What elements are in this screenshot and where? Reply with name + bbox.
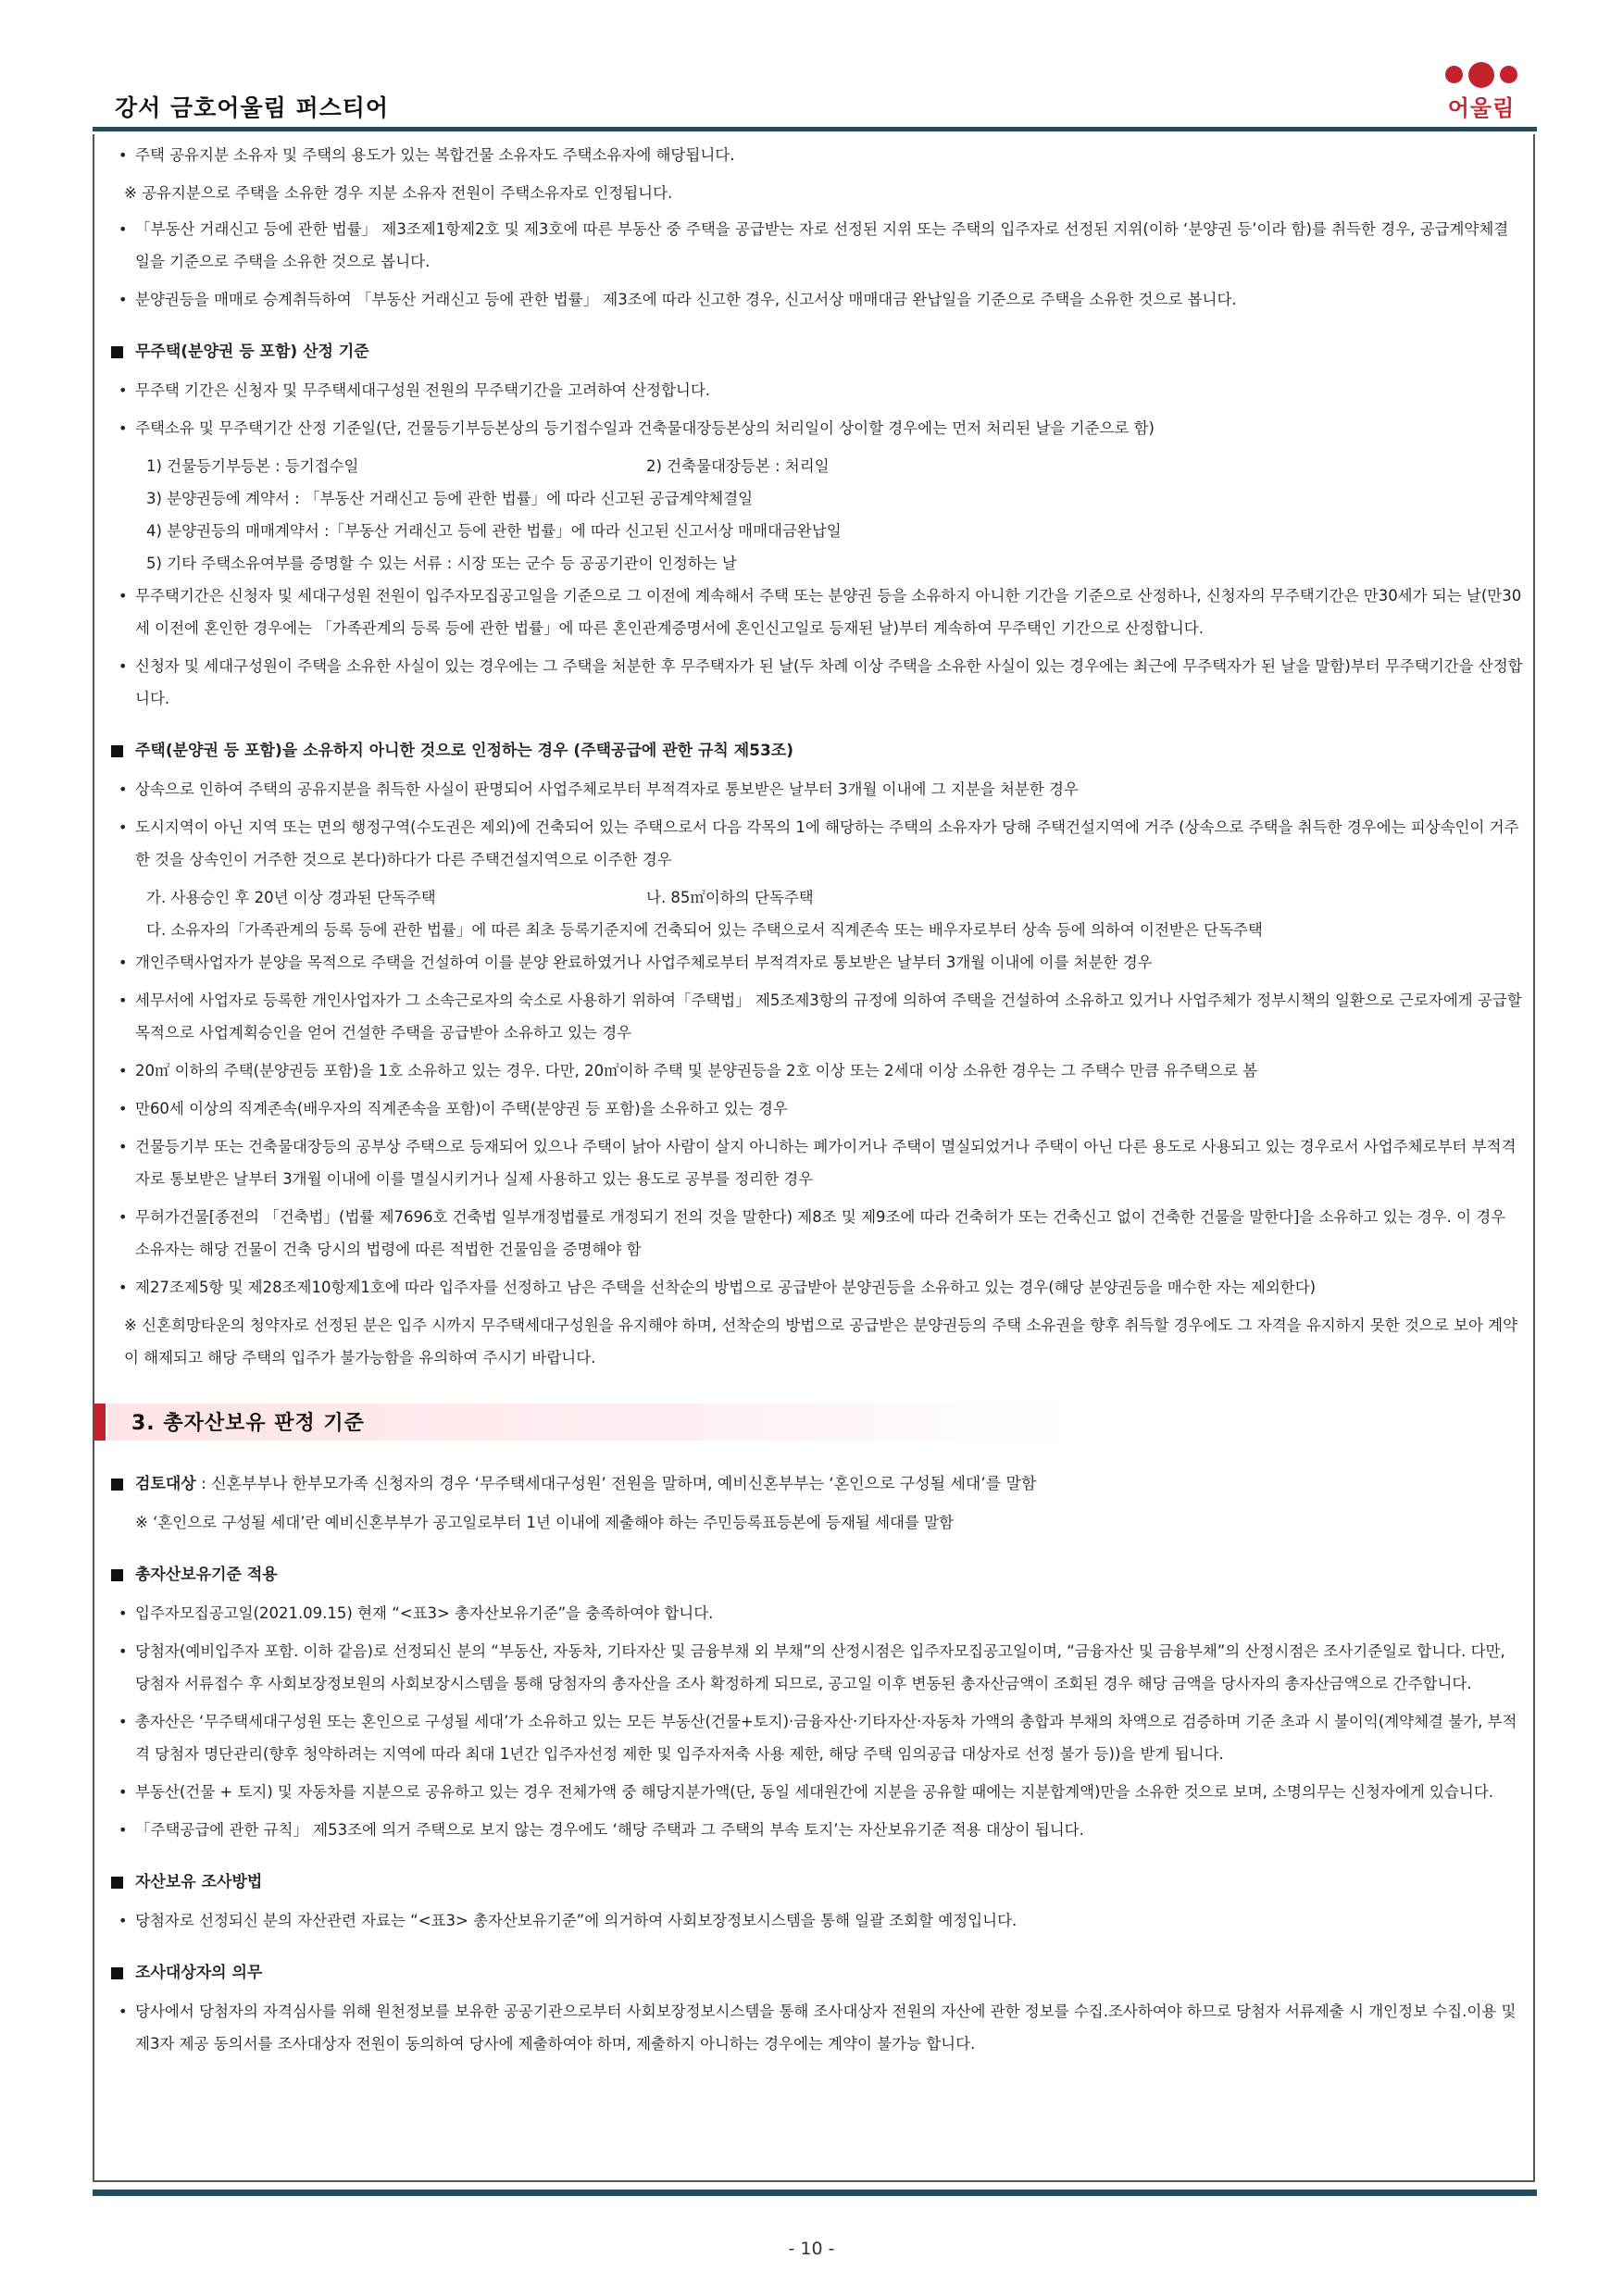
list-item: • 주택 공유지분 소유자 및 주택의 용도가 있는 복합건물 소유자도 주택소유자에 해당됩니다.: [111, 139, 1523, 171]
major-section-heading: [94, 1404, 1523, 1448]
note-text: ※ 공유지분으로 주택을 소유한 경우 지분 소유자 전원이 주택소유자로 인정됩니다.: [124, 184, 673, 202]
list-item: • 개인주택사업자가 분양을 목적으로 주택을 건설하여 이를 분양 완료하였거나 사업주체로부터 부적격자로 통보받은 날부터 3개월 이내에 이를 처분한 경우: [111, 946, 1523, 979]
list-item: • 20㎡ 이하의 주택(분양권등 포함)을 1호 소유하고 있는 경우. 다만, 20㎡이하 주택 및 분양권등을 2호 이상 또는 2세대 이상 소유한 경우는 그 주택수 만큼 유주택으로 봄: [111, 1054, 1523, 1087]
section-heading-no-house: 무주택(분양권 등 포함) 산정 기준: [111, 336, 1523, 368]
list-item: • 무허가건물[종전의 「건축법」(법률 제7696호 건축법 일부개정법률로 개정되기 전의 것을 말한다) 제8조 및 제9조에 따라 건축허가 또는 건축신고 없이 건축한 건물을 말한다]을 소유하고 있는 경우. 이 경우 소유자는 해당 건물이 건축 당시의 법령에 따른 적법한 건물임을 증명해야 함: [111, 1201, 1523, 1266]
header-divider: [93, 127, 1537, 131]
square-bullet-icon: [111, 1569, 123, 1581]
page-header: [93, 51, 1537, 134]
list-item: • 세무서에 사업자로 등록한 개인사업자가 그 소속근로자의 숙소로 사용하기 위하여「주택법」 제5조제3항의 규정에 의하여 주택을 건설하여 소유하고 있거나 사업주체가 정부시책의 일환으로 근로자에게 공급할 목적으로 사업계획승인을 얻어 건설한 주택을 공급받아 소유하고 있는 경우: [111, 984, 1523, 1049]
square-bullet-icon: [111, 346, 123, 358]
page-number: - 10 -: [788, 2239, 835, 2259]
section-heading-survey: 자산보유 조사방법: [111, 1866, 1523, 1899]
section-heading-target: 검토대상 : 신혼부부나 한부모가족 신청자의 경우 ‘무주택세대구성원’ 전원을 말하며, 예비신혼부부는 ‘혼인으로 구성될 세대’를 말함: [111, 1468, 1523, 1501]
list-item: • 당첨자로 선정되신 분의 자산관련 자료는 “<표3> 총자산보유기준”에 의거하여 사회보장정보시스템을 통해 일괄 조회할 예정입니다.: [111, 1904, 1523, 1937]
list-item: • 입주자모집공고일(2021.09.15) 현재 “<표3> 총자산보유기준”을 충족하여야 합니다.: [111, 1597, 1523, 1629]
document-title: 강서 금호어울림 퍼스티어: [115, 94, 390, 121]
square-bullet-icon: [111, 745, 123, 757]
list-item: • 부동산(건물 + 토지) 및 자동차를 지분으로 공유하고 있는 경우 전체가액 중 해당지분가액(단, 동일 세대원간에 지분을 공유할 때에는 지분합계액)만을 소유한 것으로 보며, 소명의무는 신청자에게 있습니다.: [111, 1776, 1523, 1808]
square-bullet-icon: [111, 1967, 123, 1979]
square-bullet-icon: [111, 1877, 123, 1889]
list-item: • 당첨자(예비입주자 포함. 이하 같음)로 선정되신 분의 “부동산, 자동차, 기타자산 및 금융부채 외 부채”의 산정시점은 입주자모집공고일이며, “금융자산 및 금융부채”의 산정시점은 조사기준일로 합니다. 다만, 당첨자 서류접수 후 사회보장정보원의 사회보장시스템을 통해 당첨자의 총자산을 조사 확정하게 되므로, 공고일 이후 변동된 총자산금액이 조회된 경우 해당 금액을 당사자의 총자산금액으로 간주합니다.: [111, 1635, 1523, 1700]
list-item: • 신청자 및 세대구성원이 주택을 소유한 사실이 있는 경우에는 그 주택을 처분한 후 무주택자가 된 날(두 차례 이상 주택을 소유한 사실이 있는 경우에는 최근에 무주택자가 된 날을 말함)부터 무주택기간을 산정합니다.: [111, 650, 1523, 715]
footer-divider: [93, 2190, 1537, 2196]
brand-logo: [1426, 66, 1537, 127]
list-item: • 건물등기부 또는 건축물대장등의 공부상 주택으로 등재되어 있으나 주택이 낡아 사람이 살지 아니하는 폐가이거나 주택이 멸실되었거나 주택이 아닌 다른 용도로 사용되고 있는 경우로서 사업주체로부터 부적격자로 통보받은 날부터 3개월 이내에 이를 멸실시키거나 실제 사용하고 있는 용도로 공부를 정리한 경우: [111, 1130, 1523, 1195]
section-accent-bar: [94, 1404, 106, 1441]
sub-item-row: 가. 사용승인 후 20년 이상 경과된 단독주택 나. 85㎡이하의 단독주택: [146, 889, 814, 906]
sub-item: 3) 분양권등에 계약서 : 「부동산 거래신고 등에 관한 법률」에 따라 신고된 공급계약체결일: [146, 490, 754, 507]
list-item: • 「주택공급에 관한 규칙」 제53조에 의거 주택으로 보지 않는 경우에도 ‘해당 주택과 그 주택의 부속 토지’는 자산보유기준 적용 대상이 됩니다.: [111, 1814, 1523, 1846]
section-heading-duty: 조사대상자의 의무: [111, 1957, 1523, 1990]
list-item: • 제27조제5항 및 제28조제10항제1호에 따라 입주자를 선정하고 남은 주택을 선착순의 방법으로 공급받아 분양권등을 소유하고 있는 경우(해당 분양권등을 매수한 자는 제외한다): [111, 1271, 1523, 1304]
logo-dots-icon: [1426, 66, 1537, 88]
list-item: • 만60세 이상의 직계존속(배우자의 직계존속을 포함)이 주택(분양권 등 포함)을 소유하고 있는 경우: [111, 1092, 1523, 1125]
list-item: • 주택소유 및 무주택기간 산정 기준일(단, 건물등기부등본상의 등기접수일과 건축물대장등본상의 처리일이 상이할 경우에는 먼저 처리된 날을 기준으로 함): [111, 412, 1523, 444]
sub-item-row: 1) 건물등기부등본 : 등기접수일 2) 건축물대장등본 : 처리일: [146, 457, 830, 475]
logo-text: 어울림: [1447, 95, 1516, 121]
list-item: • 총자산은 ‘무주택세대구성원 또는 혼인으로 구성될 세대’가 소유하고 있는 모든 부동산(건물+토지)·금융자산·기타자산·자동차 가액의 총합과 부채의 차액으로 검증하며 기준 초과 시 불이익(계약체결 불가, 부적격 당첨자 명단관리(향후 청약하려는 지역에 따라 최대 1년간 입주자선정 제한 및 입주자저축 사용 제한, 해당 주택 임의공급 대상자로 선정 불가 등))을 받게 됩니다.: [111, 1705, 1523, 1770]
document-body: [111, 139, 1523, 2065]
note-text: ※ 신혼희망타운의 청약자로 선정된 분은 입주 시까지 무주택세대구성원을 유지해야 하며, 선착순의 방법으로 공급받은 분양권등의 주택 소유권을 향후 취득할 경우에도 그 자격을 유지하지 못한 것으로 보아 계약이 해제되고 해당 주택의 입주가 불가능함을 유의하여 주시기 바랍니다.: [124, 1316, 1518, 1366]
list-item: • 도시지역이 아닌 지역 또는 면의 행정구역(수도권은 제외)에 건축되어 있는 주택으로서 다음 각목의 1에 해당하는 주택의 소유자가 당해 주택건설지역에 거주 (상속으로 주택을 취득한 경우에는 피상속인이 거주한 것을 상속인이 거주한 것으로 본다)하다가 다른 주택건설지역으로 이주한 경우: [111, 811, 1523, 876]
sub-item: 4) 분양권등의 매매계약서 :「부동산 거래신고 등에 관한 법률」에 따라 신고된 신고서상 매매대금완납일: [146, 522, 842, 540]
section-heading-criteria: 총자산보유기준 적용: [111, 1559, 1523, 1591]
sub-item: 다. 소유자의「가족관계의 등록 등에 관한 법률」에 따른 최초 등록기준지에 건축되어 있는 주택으로서 직계존속 또는 배우자로부터 상속 등에 의하여 이전받은 단독주택: [146, 921, 1263, 939]
list-item: • 무주택기간은 신청자 및 세대구성원 전원이 입주자모집공고일을 기준으로 그 이전에 계속해서 주택 또는 분양권 등을 소유하지 아니한 기간을 기준으로 산정하나, 신청자의 무주택기간은 만30세가 되는 날(만30세 이전에 혼인한 경우에는 「가족관계의 등록 등에 관한 법률」에 따른 혼인관계증명서에 혼인신고일로 등재된 날)부터 계속하여 무주택인 기간으로 산정합니다.: [111, 580, 1523, 644]
section-heading-exemption: 주택(분양권 등 포함)을 소유하지 아니한 것으로 인정하는 경우 (주택공급에 관한 규칙 제53조): [111, 735, 1523, 767]
list-item: • 「부동산 거래신고 등에 관한 법률」 제3조제1항제2호 및 제3호에 따른 부동산 중 주택을 공급받는 자로 선정된 지위 또는 주택의 입주자로 선정된 지위(이하 ‘분양권 등’이라 함)를 취득한 경우, 공급계약체결일을 기준으로 주택을 소유한 것으로 봅니다.: [111, 213, 1523, 278]
note-text: ※ ‘혼인으로 구성될 세대’란 예비신혼부부가 공고일로부터 1년 이내에 제출해야 하는 주민등록표등본에 등재될 세대를 말함: [135, 1514, 955, 1531]
list-item: • 분양권등을 매매로 승계취득하여 「부동산 거래신고 등에 관한 법률」 제3조에 따라 신고한 경우, 신고서상 매매대금 완납일을 기준으로 주택을 소유한 것으로 봅니다.: [111, 283, 1523, 316]
square-bullet-icon: [111, 1479, 123, 1491]
list-item: • 당사에서 당첨자의 자격심사를 위해 원천정보를 보유한 공공기관으로부터 사회보장정보시스템을 통해 조사대상자 전원의 자산에 관한 정보를 수집.조사하여야 하므로 당첨자 서류제출 시 개인정보 수집.이용 및 제3자 제공 동의서를 조사대상자 전원이 동의하여 당사에 제출하여야 하며, 제출하지 아니하는 경우에는 계약이 불가능 합니다.: [111, 1995, 1523, 2060]
major-section-title: 3. 총자산보유 판정 기준: [131, 1412, 365, 1435]
sub-item: 5) 기타 주택소유여부를 증명할 수 있는 서류 : 시장 또는 군수 등 공공기관이 인정하는 날: [146, 555, 737, 572]
list-item: • 상속으로 인하여 주택의 공유지분을 취득한 사실이 판명되어 사업주체로부터 부적격자로 통보받은 날부터 3개월 이내에 그 지분을 처분한 경우: [111, 773, 1523, 805]
list-item: • 무주택 기간은 신청자 및 무주택세대구성원 전원의 무주택기간을 고려하여 산정합니다.: [111, 374, 1523, 406]
